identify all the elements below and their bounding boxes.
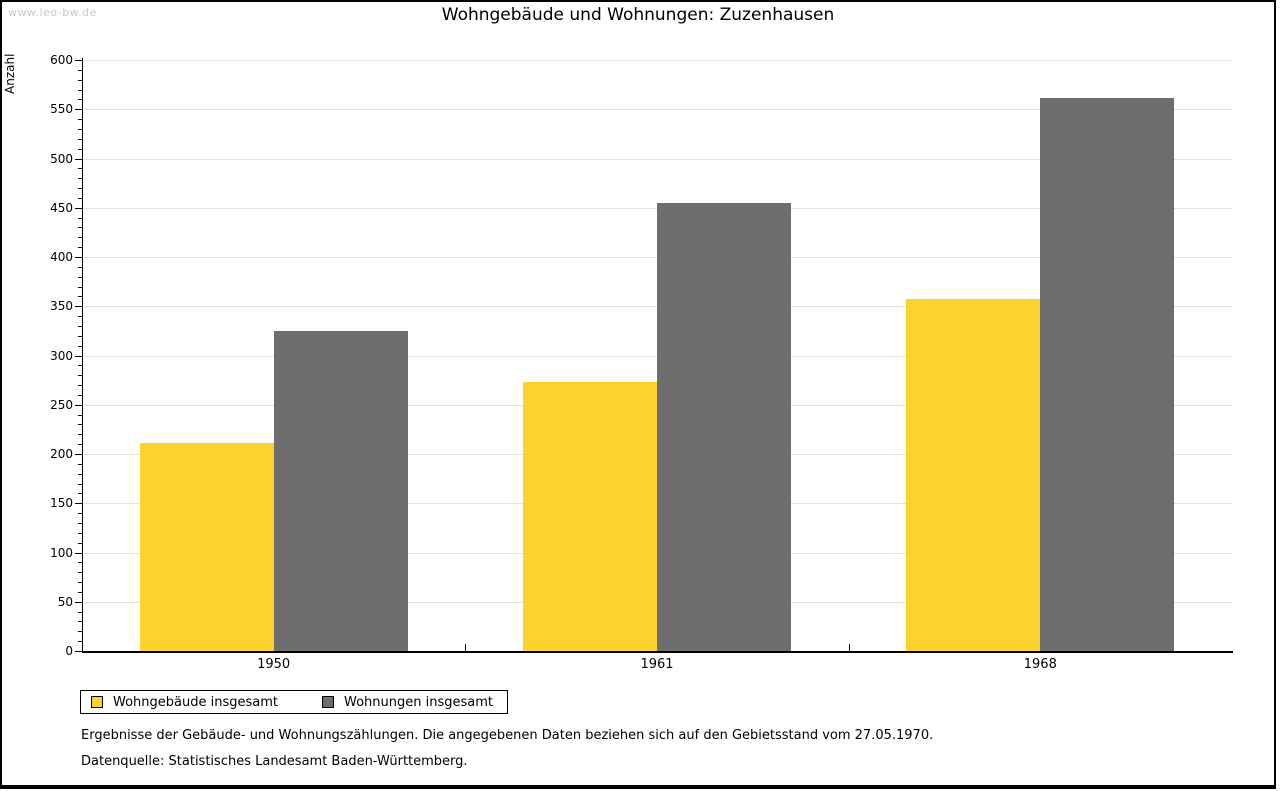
chart-title: Wohngebäude und Wohnungen: Zuzenhausen [441,5,835,25]
legend-swatch-wohnungen [322,696,334,708]
y-tick-label: 50 [57,594,73,609]
y-tick-label: 200 [50,447,73,461]
x-tick-label: 1968 [1023,657,1057,672]
x-tick-label: 1961 [640,657,674,672]
y-grid-line [83,60,1232,61]
legend [80,690,508,714]
bar-wohnungen-1968 [1040,98,1174,651]
x-tick-label: 1950 [257,657,291,672]
y-major-tick [75,109,82,110]
y-major-tick [75,208,82,209]
y-axis-title: Anzahl [3,53,17,95]
y-axis-line [82,58,83,651]
y-tick-label: 300 [50,348,73,363]
y-major-tick [75,159,82,160]
y-major-tick [75,553,82,554]
bar-wohnungen-1961 [657,203,791,651]
y-major-tick [75,405,82,406]
bar-wohngebaeude-1968 [906,299,1040,651]
x-axis-line [82,651,1233,653]
y-major-tick [75,602,82,603]
x-category-tick [465,644,466,651]
y-tick-label: 250 [50,397,73,412]
y-major-tick [75,503,82,504]
y-tick-label: 150 [50,496,73,511]
y-major-tick [75,306,82,307]
y-major-tick [75,454,82,455]
bar-wohngebaeude-1961 [523,382,657,651]
legend-item-wohnungen [322,695,493,710]
y-tick-label: 350 [50,299,73,314]
watermark: www.leo-bw.de [8,6,97,19]
plot-area [2,2,1274,785]
y-tick-label: 600 [50,53,73,67]
y-tick-label: 500 [50,151,73,166]
y-tick-label: 100 [50,545,73,560]
x-category-tick [849,644,850,651]
y-tick-label: 0 [65,644,73,658]
footnote-line-1: Ergebnisse der Gebäude- und Wohnungszählungen. Die angegebenen Daten beziehen sich auf den Gebietsstand vom 27.05.1970. [81,728,934,743]
legend-label-wohngebaeude: Wohngebäude insgesamt [113,694,278,710]
y-major-tick [75,257,82,258]
y-major-tick [75,356,82,357]
y-tick-label: 400 [50,250,73,264]
legend-swatch-wohngebaeude [91,696,103,708]
y-major-tick [75,60,82,61]
bar-wohngebaeude-1950 [140,443,274,651]
legend-label-wohnungen: Wohnungen insgesamt [344,694,493,710]
y-tick-label: 450 [50,200,73,215]
bar-wohnungen-1950 [274,331,408,651]
y-major-tick [75,651,82,652]
footnote-line-2: Datenquelle: Statistisches Landesamt Baden-Württemberg. [81,754,468,769]
y-tick-label: 550 [50,102,73,117]
legend-item-wohngebaeude [91,695,278,710]
